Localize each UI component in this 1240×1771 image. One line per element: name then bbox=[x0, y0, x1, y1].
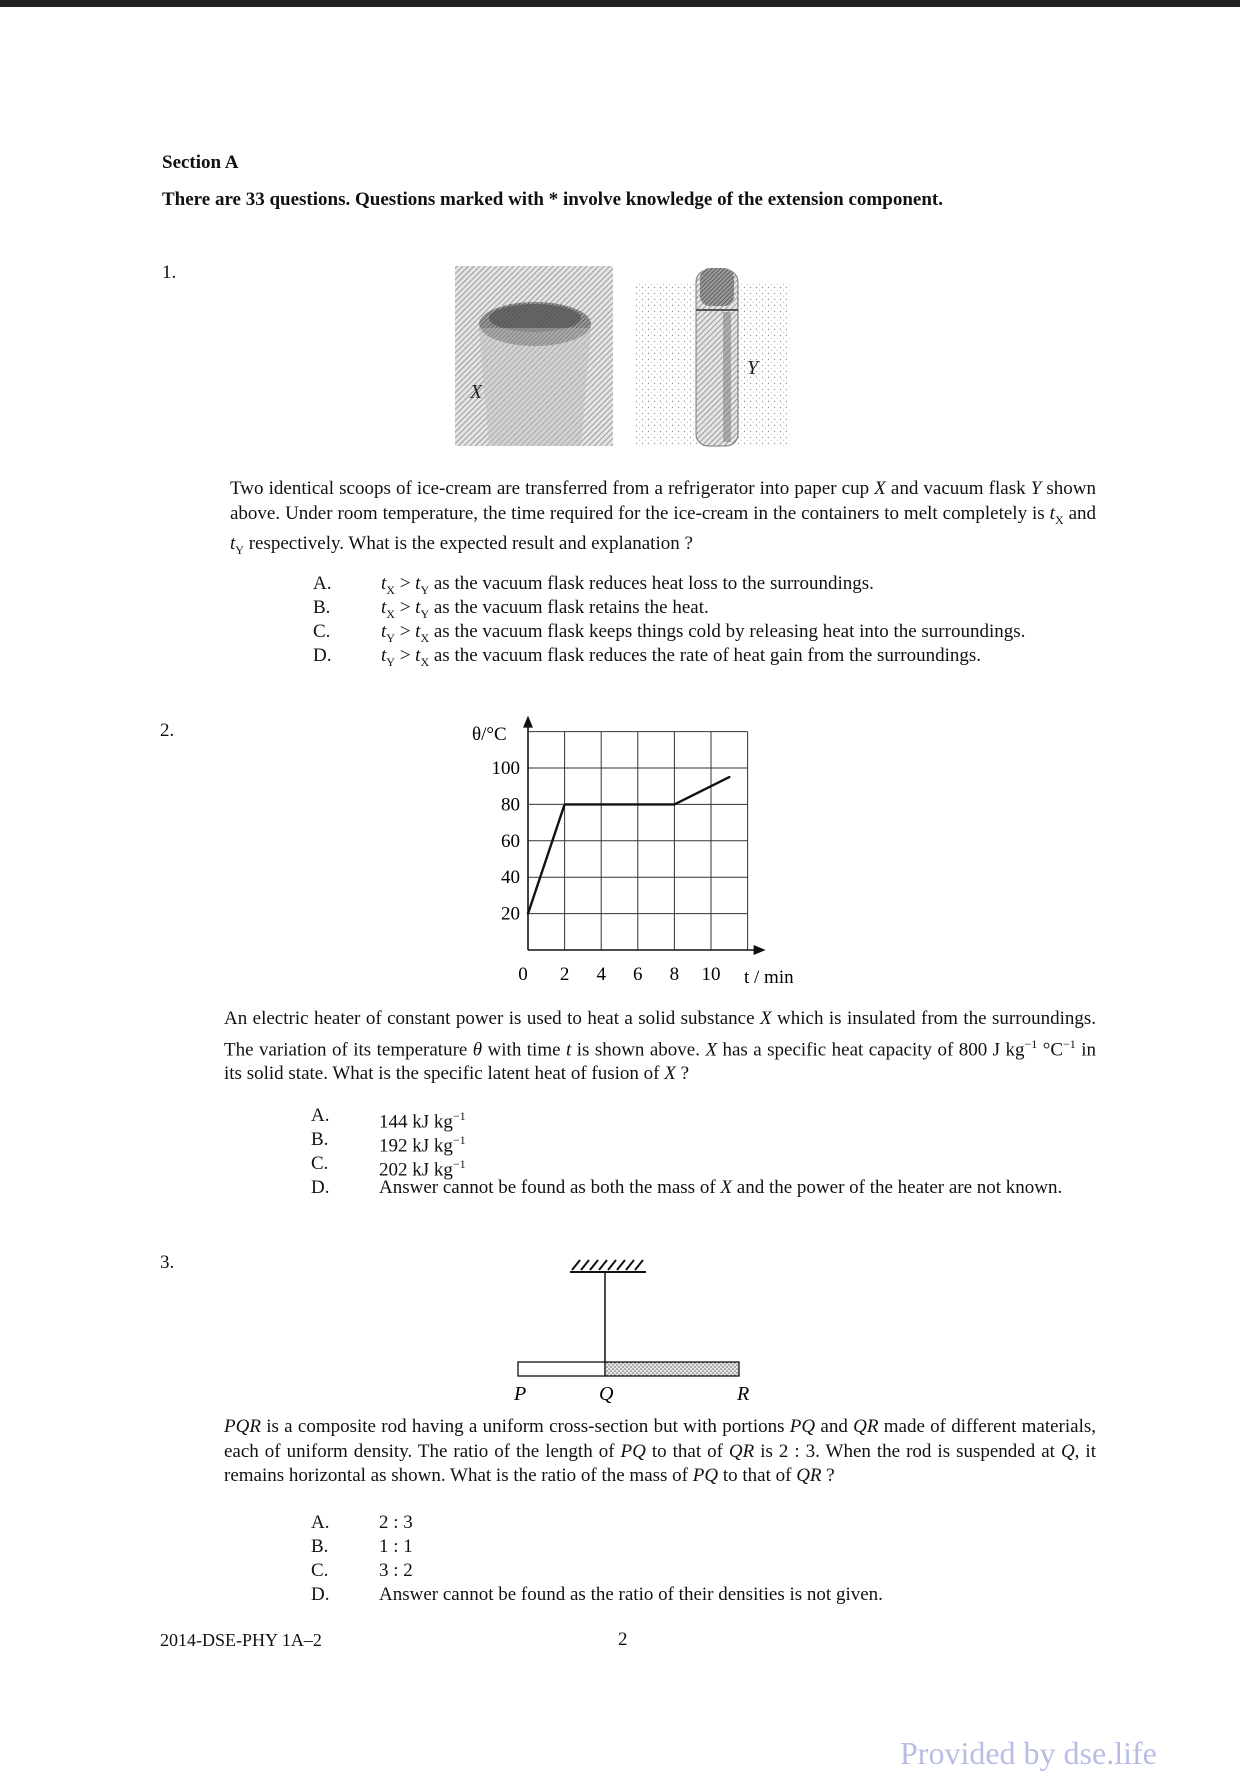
x-tick-label: 4 bbox=[596, 964, 606, 985]
option-text: 144 kJ $kg^{-1}$ bbox=[379, 1109, 466, 1133]
chart-tick-labels bbox=[492, 758, 721, 985]
option-label: B. bbox=[313, 597, 331, 618]
question-1-figure bbox=[455, 262, 795, 450]
temperature-line bbox=[528, 777, 729, 914]
rod-label-p: P bbox=[514, 1383, 527, 1405]
question-1-number: 1. bbox=[162, 262, 177, 283]
section-title: Section A bbox=[162, 152, 239, 173]
question-3-number: 3. bbox=[160, 1252, 175, 1273]
option-label: D. bbox=[313, 645, 332, 666]
question-2-chart bbox=[440, 712, 820, 994]
rod-portion-qr bbox=[605, 1362, 739, 1376]
option-text: 3 : 2 bbox=[379, 1560, 413, 1581]
option-label: D. bbox=[311, 1177, 330, 1198]
option-text: $t_X > t_Y$ as the vacuum flask retains the heat. bbox=[381, 597, 709, 621]
watermark-text: Provided by dse.life bbox=[900, 1735, 1157, 1771]
option-label: B. bbox=[311, 1536, 329, 1557]
option-label: C. bbox=[313, 621, 331, 642]
option-label: A. bbox=[313, 573, 332, 594]
flask-label: Y bbox=[747, 357, 759, 379]
option-text: 2 : 3 bbox=[379, 1512, 413, 1533]
rod-label-q: Q bbox=[599, 1383, 614, 1405]
rod-portion-pq bbox=[518, 1362, 605, 1376]
x-axis-arrow bbox=[754, 945, 766, 955]
option-text: $t_X > t_Y$ as the vacuum flask reduces heat loss to the surroundings. bbox=[381, 573, 874, 597]
y-axis-label: θ/°C bbox=[472, 724, 507, 745]
cup-label: X bbox=[470, 381, 483, 403]
y-tick-label: 100 bbox=[491, 758, 520, 779]
x-tick-label: 2 bbox=[559, 964, 570, 985]
x-axis-label: t / min bbox=[744, 967, 794, 988]
x-tick-label: 0 bbox=[518, 964, 528, 985]
question-2-number: 2. bbox=[160, 720, 175, 741]
data-point bbox=[673, 803, 675, 805]
option-label: A. bbox=[311, 1105, 330, 1126]
rod-label-r: R bbox=[737, 1383, 750, 1405]
y-tick-label: 20 bbox=[501, 903, 520, 925]
scan-top-border bbox=[0, 0, 1240, 7]
question-2-stem: An electric heater of constant power is used to heat a solid substance X which is insulated from the surroundings. The variation of its temperature θ with time t is shown above. X has a specific heat capacity of 800 J $kg^{-1}$ $^\circ C^{-1}$ in its solid state. What is the specific latent heat of fusion of X ? bbox=[224, 1008, 1096, 1085]
y-axis-arrow bbox=[523, 716, 533, 728]
option-label: D. bbox=[311, 1584, 330, 1605]
option-text: Answer cannot be found as the ratio of their densities is not given. bbox=[379, 1584, 883, 1605]
y-tick-label: 60 bbox=[501, 830, 520, 852]
y-tick-label: 80 bbox=[501, 794, 520, 816]
option-text: 202 kJ $kg^{-1}$ bbox=[379, 1157, 466, 1181]
option-text: Answer cannot be found as both the mass of X and the power of the heater are not known. bbox=[379, 1177, 1063, 1198]
section-instructions: There are 33 questions. Questions marked with * involve knowledge of the extension component. bbox=[162, 189, 943, 210]
option-label: B. bbox=[311, 1129, 329, 1150]
option-text: $t_Y > t_X$ as the vacuum flask keeps things cold by releasing heat into the surroundings. bbox=[381, 621, 1026, 645]
ceiling-support bbox=[570, 1260, 646, 1272]
data-point bbox=[527, 912, 529, 914]
chart-axes bbox=[523, 716, 766, 955]
option-label: A. bbox=[311, 1512, 330, 1533]
vacuum-flask-image bbox=[635, 268, 787, 446]
x-tick-label: 6 bbox=[633, 964, 643, 985]
chart-grid bbox=[528, 732, 748, 950]
option-label: C. bbox=[311, 1560, 329, 1581]
option-text: 1 : 1 bbox=[379, 1536, 413, 1557]
footer-paper-code: 2014-DSE-PHY 1A–2 bbox=[160, 1630, 322, 1650]
x-tick-label: 10 bbox=[701, 964, 721, 985]
y-tick-label: 40 bbox=[501, 867, 520, 889]
data-point bbox=[728, 776, 730, 778]
question-3-figure bbox=[500, 1256, 800, 1406]
question-3-stem: PQR is a composite rod having a uniform cross-section but with portions PQ and QR made of different materials, each of uniform density. The ratio of the length of PQ to that of QR is 2 : 3. When the rod is suspended at Q, it remains horizontal as shown. What is the ratio of the mass of PQ to that of QR ? bbox=[224, 1416, 1097, 1486]
option-text: $t_Y > t_X$ as the vacuum flask reduces the rate of heat gain from the surroundings. bbox=[381, 645, 981, 669]
question-1-stem: Two identical scoops of ice-cream are transferred from a refrigerator into paper cup X and vacuum flask Y shown above. Under room temperature, the time required for the ice-cream in the containers to melt completely is $t_X$ and $t_Y$ respectively. What is the expected result and explanation ? bbox=[230, 478, 1096, 557]
paper-cup-image bbox=[455, 266, 613, 446]
x-tick-label: 8 bbox=[669, 964, 680, 985]
chart-series bbox=[527, 776, 731, 915]
option-text: 192 kJ $kg^{-1}$ bbox=[379, 1133, 466, 1157]
option-label: C. bbox=[311, 1153, 329, 1174]
footer-page-number: 2 bbox=[618, 1629, 628, 1650]
